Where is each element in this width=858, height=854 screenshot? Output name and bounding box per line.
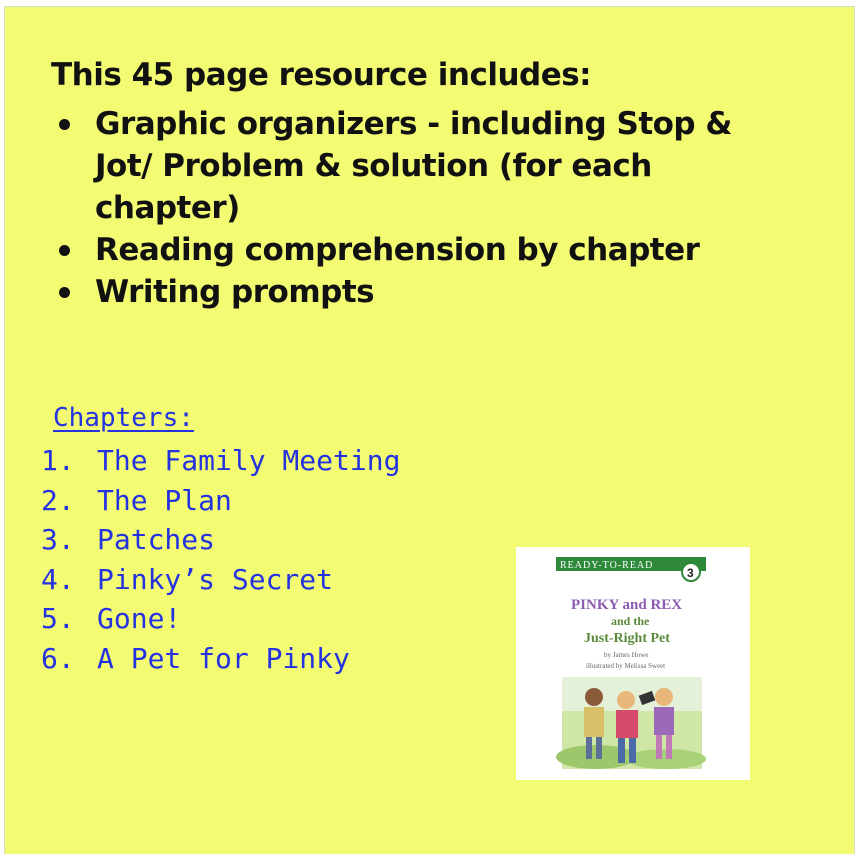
chapter-item xyxy=(41,560,400,600)
resource-bullet-list xyxy=(51,103,791,313)
chapter-number: 1. xyxy=(41,444,75,477)
chapter-title: Patches xyxy=(97,523,216,556)
book-cover-image xyxy=(516,547,750,780)
cover-title-line2: and the xyxy=(611,614,650,628)
bullet-text: Reading comprehension by chapter xyxy=(95,232,700,268)
chapter-title: Gone! xyxy=(97,602,182,635)
cover-title-line1: PINKY and REX xyxy=(571,597,683,613)
bullet-text: Writing prompts xyxy=(95,274,375,310)
chapters-title: Chapters: xyxy=(53,403,194,433)
chapter-number: 3. xyxy=(41,523,75,556)
chapter-item xyxy=(41,441,400,481)
bullet-dot-icon xyxy=(59,119,70,130)
cover-level: 3 xyxy=(687,566,694,580)
chapter-number: 5. xyxy=(41,602,75,635)
bullet-text: Graphic organizers - including Stop & Jot/ Problem & solution (for each chapter) xyxy=(95,106,732,226)
chapter-item xyxy=(41,599,400,639)
chapter-title: A Pet for Pinky xyxy=(97,641,350,675)
book-cover-illustration xyxy=(516,547,750,780)
chapter-item xyxy=(41,639,400,679)
bullet-dot-icon xyxy=(59,245,70,256)
resource-heading: This 45 page resource includes: xyxy=(51,57,592,93)
bullet-item xyxy=(51,229,791,271)
document-page xyxy=(4,6,855,854)
chapter-list xyxy=(41,441,400,678)
bullet-item xyxy=(51,271,791,313)
chapter-title: The Plan xyxy=(97,483,232,517)
chapter-number: 6. xyxy=(41,641,75,675)
chapter-number: 2. xyxy=(41,483,75,517)
bullet-item xyxy=(51,103,791,229)
chapter-item xyxy=(41,481,400,521)
cover-title-line3: Just-Right Pet xyxy=(584,631,670,646)
bullet-dot-icon xyxy=(59,287,70,298)
chapter-title: Pinky’s Secret xyxy=(97,562,334,596)
cover-author: by James Howe xyxy=(604,651,649,659)
chapter-item xyxy=(41,520,400,560)
cover-illustrator: illustrated by Melissa Sweet xyxy=(586,662,666,670)
chapter-number: 4. xyxy=(41,562,75,596)
cover-series: READY-TO-READ xyxy=(560,560,654,571)
chapter-title: The Family Meeting xyxy=(97,444,401,477)
